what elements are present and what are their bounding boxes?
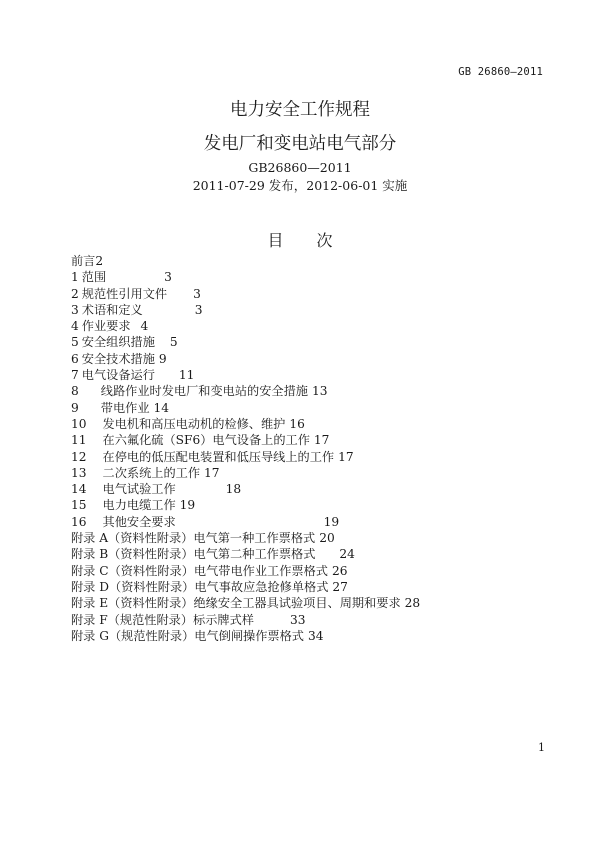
toc-entry-label: 在六氟化硫（SF6）电气设备上的工作 — [102, 433, 310, 448]
toc-entry[interactable] — [71, 628, 541, 644]
toc-entry-label: 附录 G（规范性附录）电气倒闸操作票格式 — [71, 628, 304, 643]
toc-entry-page: 24 — [339, 547, 355, 562]
toc-entry[interactable] — [71, 383, 541, 399]
toc-entry-label: 作业要求 — [81, 319, 131, 334]
toc-entry-number: 2 — [71, 286, 79, 301]
toc-entry-number: 11 — [71, 433, 87, 448]
toc-entry-number: 10 — [71, 416, 87, 431]
toc-entry-page: 19 — [179, 498, 196, 513]
toc-entry-page: 2 — [95, 254, 104, 268]
toc-entry-label: 发电机和高压电动机的检修、维护 — [102, 416, 286, 431]
toc-entry-number: 9 — [71, 400, 79, 415]
toc-entry[interactable] — [71, 367, 541, 383]
toc-entry-page: 17 — [313, 433, 330, 448]
toc-entry[interactable] — [71, 497, 541, 513]
toc-list — [71, 253, 541, 644]
toc-entry[interactable] — [71, 595, 541, 611]
toc-entry-label: 附录 E（资料性附录）绝缘安全工器具试验项目、周期和要求 — [71, 596, 401, 611]
toc-entry-page: 19 — [323, 514, 340, 529]
toc-entry-number: 3 — [71, 302, 79, 317]
toc-entry[interactable] — [71, 416, 541, 432]
toc-entry-page: 3 — [193, 286, 201, 301]
toc-entry-page: 17 — [338, 449, 354, 464]
toc-entry-page: 26 — [331, 563, 348, 578]
toc-entry-number: 16 — [71, 514, 87, 529]
toc-entry-label: 术语和定义 — [81, 302, 143, 317]
toc-entry[interactable] — [71, 465, 541, 481]
toc-entry-page: 33 — [289, 612, 306, 627]
toc-entry-label: 安全技术措施 — [81, 351, 155, 366]
toc-entry-label: 电力电缆工作 — [102, 498, 176, 513]
toc-entry-number: 14 — [71, 482, 87, 497]
toc-entry-page: 20 — [319, 531, 335, 546]
toc-entry[interactable] — [71, 563, 541, 579]
toc-entry-page: 17 — [204, 465, 220, 480]
toc-entry[interactable] — [71, 351, 541, 367]
toc-entry-page: 28 — [404, 596, 421, 611]
toc-entry[interactable] — [71, 318, 541, 334]
toc-entry-number: 8 — [71, 384, 79, 399]
toc-entry-label: 电气设备运行 — [81, 368, 155, 383]
toc-entry-number: 15 — [71, 498, 87, 513]
toc-entry[interactable] — [71, 269, 541, 285]
toc-entry-number: 1 — [71, 270, 79, 285]
toc-entry-number: 12 — [71, 449, 87, 464]
toc-entry[interactable] — [71, 286, 541, 302]
toc-entry-page: 3 — [164, 270, 172, 285]
toc-entry-label: 附录 B（资料性附录）电气第二种工作票格式 — [71, 547, 316, 562]
toc-entry-number: 5 — [71, 335, 79, 350]
toc-entry-label: 线路作业时发电厂和变电站的安全措施 — [100, 384, 308, 399]
toc-entry-page: 9 — [158, 351, 167, 366]
toc-entry-label: 附录 A（资料性附录）电气第一种工作票格式 — [71, 531, 316, 546]
toc-entry-page: 3 — [194, 302, 203, 317]
toc-entry-label: 前言 — [71, 254, 96, 268]
doc-code: GB26860—2011 — [248, 160, 352, 175]
doc-dates: 2011-07-29 发布，2012-06-01 实施 — [192, 178, 408, 193]
toc-entry[interactable] — [71, 253, 541, 269]
toc-entry[interactable] — [71, 302, 541, 318]
toc-entry[interactable] — [71, 449, 541, 465]
toc-entry[interactable] — [71, 546, 541, 562]
toc-entry-number: 7 — [71, 368, 79, 383]
toc-entry-label: 附录 C（资料性附录）电气带电作业工作票格式 — [71, 563, 328, 578]
toc-entry[interactable] — [71, 530, 541, 546]
toc-entry-label: 范围 — [81, 270, 107, 285]
toc-entry-page: 16 — [289, 416, 305, 431]
doc-title: 电力安全工作规程 — [230, 100, 370, 120]
toc-entry-number: 4 — [71, 319, 79, 334]
toc-heading: 目 次 — [267, 231, 347, 250]
toc-entry[interactable] — [71, 612, 541, 628]
toc-entry[interactable] — [71, 334, 541, 350]
toc-entry-number: 13 — [71, 465, 87, 480]
toc-entry-page: 5 — [169, 335, 178, 350]
toc-entry-page: 4 — [140, 319, 149, 334]
toc-entry-page: 13 — [311, 384, 328, 399]
toc-entry-page: 18 — [225, 482, 242, 497]
toc-entry[interactable] — [71, 579, 541, 595]
toc-entry-label: 其他安全要求 — [102, 514, 176, 529]
toc-entry-label: 二次系统上的工作 — [102, 465, 201, 480]
page-number: 1 — [538, 741, 545, 754]
toc-entry-label: 附录 D（资料性附录）电气事故应急抢修单格式 — [71, 579, 329, 594]
standard-code: GB 26860—2011 — [458, 66, 543, 78]
toc-entry[interactable] — [71, 514, 541, 530]
toc-entry[interactable] — [71, 432, 541, 448]
toc-entry-page: 14 — [153, 400, 170, 415]
toc-entry[interactable] — [71, 481, 541, 497]
toc-entry[interactable] — [71, 400, 541, 416]
toc-entry-page: 11 — [178, 368, 195, 383]
toc-entry-number: 6 — [71, 351, 79, 366]
toc-entry-label: 带电作业 — [100, 400, 150, 415]
doc-subtitle: 发电厂和变电站电气部分 — [203, 134, 397, 154]
toc-entry-label: 在停电的低压配电装置和低压导线上的工作 — [102, 449, 335, 464]
toc-entry-label: 规范性引用文件 — [81, 286, 168, 301]
toc-entry-label: 安全组织措施 — [81, 335, 155, 350]
toc-entry-label: 电气试验工作 — [102, 482, 176, 497]
toc-entry-page: 34 — [308, 628, 324, 643]
toc-entry-page: 27 — [332, 579, 348, 594]
toc-entry-label: 附录 F（规范性附录）标示牌式样 — [71, 612, 254, 627]
